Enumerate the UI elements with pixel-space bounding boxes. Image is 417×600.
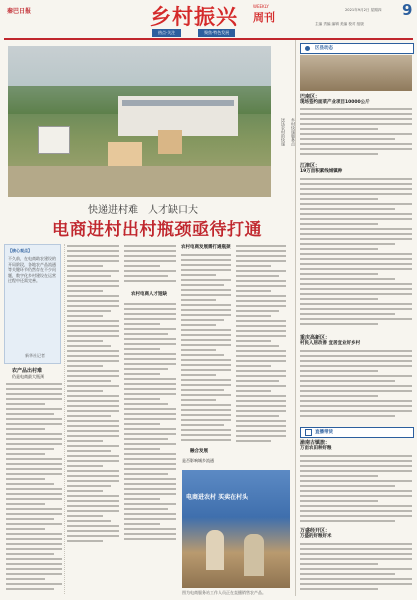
lead-label: 【核心观点】 xyxy=(8,248,32,253)
live-2-title: 万盛经开区： xyxy=(300,528,331,534)
right-section-1-header xyxy=(300,43,414,54)
bottom-photo xyxy=(182,470,290,588)
right-section-2-title: 直播带货 xyxy=(315,430,333,435)
live-1-body xyxy=(300,455,412,525)
meta-line: 主编 责编 编辑 美编 校对 组版 xyxy=(315,22,364,26)
page-number: 9 xyxy=(402,1,413,19)
bottom-photo-sign: 电商进农村 买卖在村头 xyxy=(186,494,249,501)
kicker: 快递进村难 人才缺口大 xyxy=(88,205,198,216)
live-2-subtitle: 万盛的好粮好米 xyxy=(300,534,332,539)
tag-feature: 聚焦·特色发展 xyxy=(198,29,235,37)
bottom-caption: 图为电商服务站工作人员正在直播销售农产品。 xyxy=(182,590,266,595)
body-col-2 xyxy=(67,245,119,545)
masthead xyxy=(0,0,417,30)
subhead-2: 仍是电商最大瓶颈 xyxy=(12,374,44,379)
weekly-label: 周刊 xyxy=(253,11,275,24)
subhead-3: 农村电商人才短缺 xyxy=(131,292,167,297)
photo-caption-1: 送达农村的快递 xyxy=(281,118,286,146)
news-2-title: 江津区： xyxy=(300,163,321,169)
lead-box xyxy=(4,244,61,364)
body-col-3 xyxy=(124,245,176,287)
headline: 电商进村出村瓶颈亟待打通 xyxy=(52,220,262,240)
delivery-truck xyxy=(38,126,70,154)
date-line: 2021年9月2日 星期四 xyxy=(345,8,382,12)
right-section-2-header xyxy=(300,427,414,438)
subhead-6: 是否影响城乡流通 xyxy=(182,458,214,463)
news-3-body xyxy=(300,350,412,422)
body-col-3b xyxy=(124,303,176,545)
paper-logo: 秦巴日报 xyxy=(7,8,32,15)
body-col-5 xyxy=(236,245,286,445)
news-2-subtitle: 19万亩积累线城镇种 xyxy=(300,169,343,174)
body-col-4 xyxy=(181,254,231,444)
news-1-subtitle: 现场签约面菜产业项目10000公斤 xyxy=(300,100,370,105)
news-3-subtitle: 村民人居改善 宜居宜业好乡村 xyxy=(300,341,361,346)
masthead-title: 乡村振兴 xyxy=(150,4,238,29)
location-icon xyxy=(305,46,310,51)
main-photo xyxy=(8,46,271,197)
subhead-4: 农村电商发展需打通瓶颈 xyxy=(181,245,231,250)
live-2-body xyxy=(300,543,412,595)
right-section-1-title: 区县动态 xyxy=(315,46,333,51)
byline: 新华社记者 xyxy=(25,353,45,358)
subhead-1: 农产品出村难 xyxy=(12,368,43,374)
live-icon xyxy=(305,429,312,436)
body-col-1 xyxy=(6,383,62,593)
live-1-title: 渝南古镇旅： xyxy=(300,440,331,446)
tag-hot: 热点·关注 xyxy=(152,29,181,37)
live-1-subtitle: 万亩农田种好粮 xyxy=(300,446,332,451)
lead-text: 不久前，在电商助农建设的开局阶段，各地农产品流通等关键环节仍然存在不少问题，数字化乡村建设在运营过程中还需完善。 xyxy=(8,256,56,284)
news-1-title: 巴南区： xyxy=(300,94,321,100)
photo-caption-2: 乡村快递服务点 xyxy=(291,118,296,146)
weekly-en: WEEKLY xyxy=(253,4,269,9)
news-1-body xyxy=(300,108,412,158)
news-3-title: 重庆高新区： xyxy=(300,335,331,341)
news-2-body xyxy=(300,178,412,328)
right-photo xyxy=(300,55,412,91)
subhead-5: 融合发展 xyxy=(190,449,208,454)
